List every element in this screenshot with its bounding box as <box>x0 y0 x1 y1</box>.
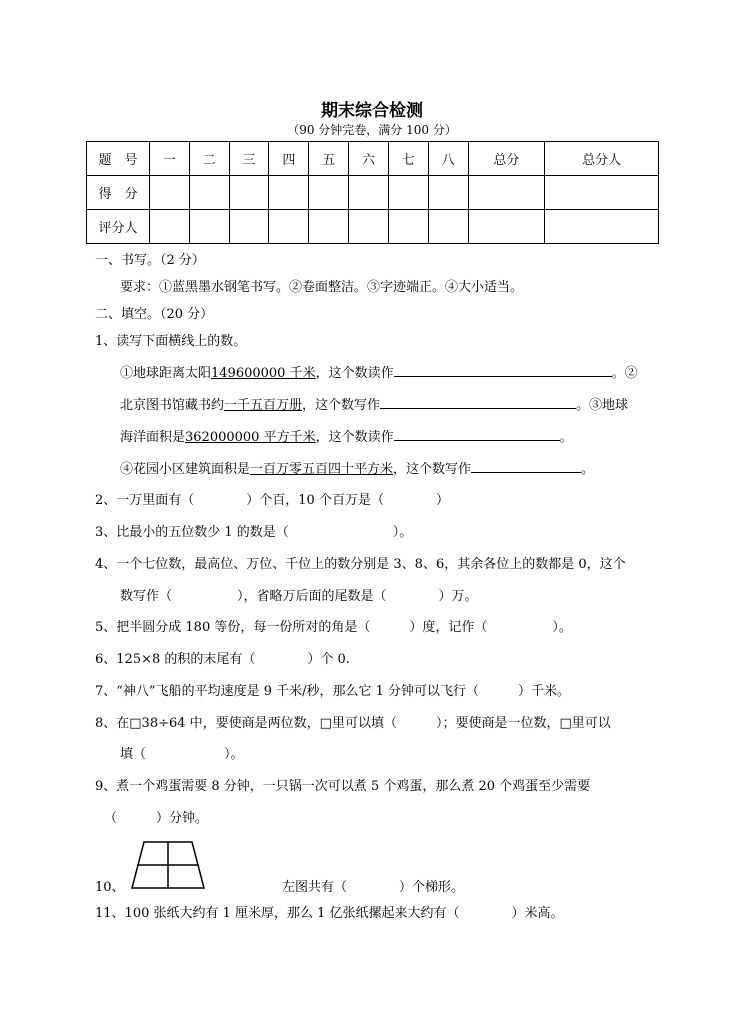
score-cell[interactable] <box>349 176 389 210</box>
question-9-line-a: 9、煮一个鸡蛋需要 8 分钟，一只锅一次可以煮 5 个鸡蛋，那么煮 20 个鸡蛋至少需要 <box>95 779 591 794</box>
text: ，这个数写作 <box>302 398 381 413</box>
underlined-number: 一千五百万册 <box>224 398 303 413</box>
text: 。 <box>559 430 573 445</box>
grader-cell[interactable] <box>428 210 468 244</box>
grader-cell[interactable] <box>229 210 269 244</box>
score-cell[interactable] <box>468 176 545 210</box>
grader-cell[interactable] <box>545 210 659 244</box>
question-1-line-a <box>120 362 638 381</box>
question-11: 11、100 张纸大约有 1 厘米厚，那么 1 亿张纸摞起来大约有（ ）米高。 <box>95 906 564 921</box>
text: 。② <box>611 366 638 381</box>
text: 海洋面积是 <box>120 430 186 445</box>
text: ，这个数写作 <box>393 462 472 477</box>
trapezoid-figure <box>130 840 206 890</box>
score-cell[interactable] <box>309 176 349 210</box>
question-7: 7、“神八”飞船的平均速度是 9 千米/秒，那么它 1 分钟可以飞行（ ）千米。 <box>95 684 571 699</box>
grader-cell[interactable] <box>150 210 190 244</box>
score-cell[interactable] <box>545 176 659 210</box>
score-cell[interactable] <box>428 176 468 210</box>
question-3: 3、比最小的五位数少 1 的数是（ ）。 <box>95 525 413 540</box>
score-cell[interactable] <box>269 176 309 210</box>
question-4-line-b: 数写作（ ），省略万后面的尾数是（ ）万。 <box>120 589 478 604</box>
section-1-requirements: 要求：①蓝黑墨水钢笔书写。②卷面整洁。③字迹端正。④大小适当。 <box>120 280 524 295</box>
question-10-number: 10、 <box>95 880 125 895</box>
underlined-number: 362000000 平方千米 <box>185 430 316 445</box>
table-row-score <box>87 176 659 210</box>
question-5: 5、把半圆分成 180 等份，每一份所对的角是（ ）度，记作（ ）。 <box>95 620 572 635</box>
table-header-cell: 题 号 <box>87 142 150 176</box>
question-8-line-b: 填（ ）。 <box>120 747 244 762</box>
table-row-label: 评分人 <box>87 210 150 244</box>
question-1-stem: 1、读写下面横线上的数。 <box>95 334 247 349</box>
table-header-row <box>87 142 659 176</box>
score-cell[interactable] <box>388 176 428 210</box>
text: ①地球距离太阳 <box>120 366 212 381</box>
answer-blank[interactable] <box>394 362 612 377</box>
question-2: 2、一万里面有（ ）个百，10 个百万是（ ） <box>95 493 449 508</box>
table-header-cell: 八 <box>428 142 468 176</box>
table-row-grader <box>87 210 659 244</box>
table-header-cell: 六 <box>349 142 389 176</box>
table-header-cell: 三 <box>229 142 269 176</box>
question-1-line-b <box>120 394 628 413</box>
grader-cell[interactable] <box>269 210 309 244</box>
question-4-line-a: 4、一个七位数，最高位、万位、千位上的数分别是 3、8、6，其余各位上的数都是 0，这个 <box>95 557 626 572</box>
grader-cell[interactable] <box>309 210 349 244</box>
text: 。 <box>581 462 595 477</box>
score-cell[interactable] <box>229 176 269 210</box>
text: ④花园小区建筑面积是 <box>120 462 251 477</box>
question-9-line-b: （ ）分钟。 <box>104 811 209 826</box>
question-1-line-c <box>120 426 573 445</box>
underlined-number: 149600000 千米 <box>211 366 316 381</box>
answer-blank[interactable] <box>394 426 560 441</box>
underlined-number: 一百万零五百四十平方米 <box>250 462 394 477</box>
section-2-heading: 二、填空。（20 分） <box>95 307 214 322</box>
text: 。③地球 <box>576 398 629 413</box>
question-6: 6、125×8 的积的末尾有（ ）个 0. <box>95 652 350 667</box>
section-1-heading: 一、书写。（2 分） <box>95 253 205 268</box>
table-row-label: 得 分 <box>87 176 150 210</box>
text: ，这个数读作 <box>315 430 394 445</box>
grader-cell[interactable] <box>468 210 545 244</box>
table-header-cell: 一 <box>150 142 190 176</box>
table-header-cell: 五 <box>309 142 349 176</box>
text: 北京图书馆藏书约 <box>120 398 225 413</box>
table-header-cell: 总分 <box>468 142 545 176</box>
text: ，这个数读作 <box>315 366 394 381</box>
page-subtitle: （90 分钟完卷，满分 100 分） <box>287 123 457 137</box>
answer-blank[interactable] <box>380 394 576 409</box>
score-table <box>86 141 659 244</box>
table-header-cell: 七 <box>388 142 428 176</box>
page-title: 期末综合检测 <box>321 101 423 121</box>
answer-blank[interactable] <box>471 458 581 473</box>
table-header-cell: 二 <box>189 142 229 176</box>
grader-cell[interactable] <box>388 210 428 244</box>
table-header-cell: 四 <box>269 142 309 176</box>
question-1-line-d <box>120 458 594 477</box>
question-8-line-a: 8、在□38÷64 中，要使商是两位数，□里可以填（ ）；要使商是一位数，□里可以 <box>95 716 611 731</box>
table-header-cell: 总分人 <box>545 142 659 176</box>
score-cell[interactable] <box>150 176 190 210</box>
grader-cell[interactable] <box>189 210 229 244</box>
grader-cell[interactable] <box>349 210 389 244</box>
question-10-text: 左图共有（ ）个梯形。 <box>282 880 465 895</box>
score-cell[interactable] <box>189 176 229 210</box>
